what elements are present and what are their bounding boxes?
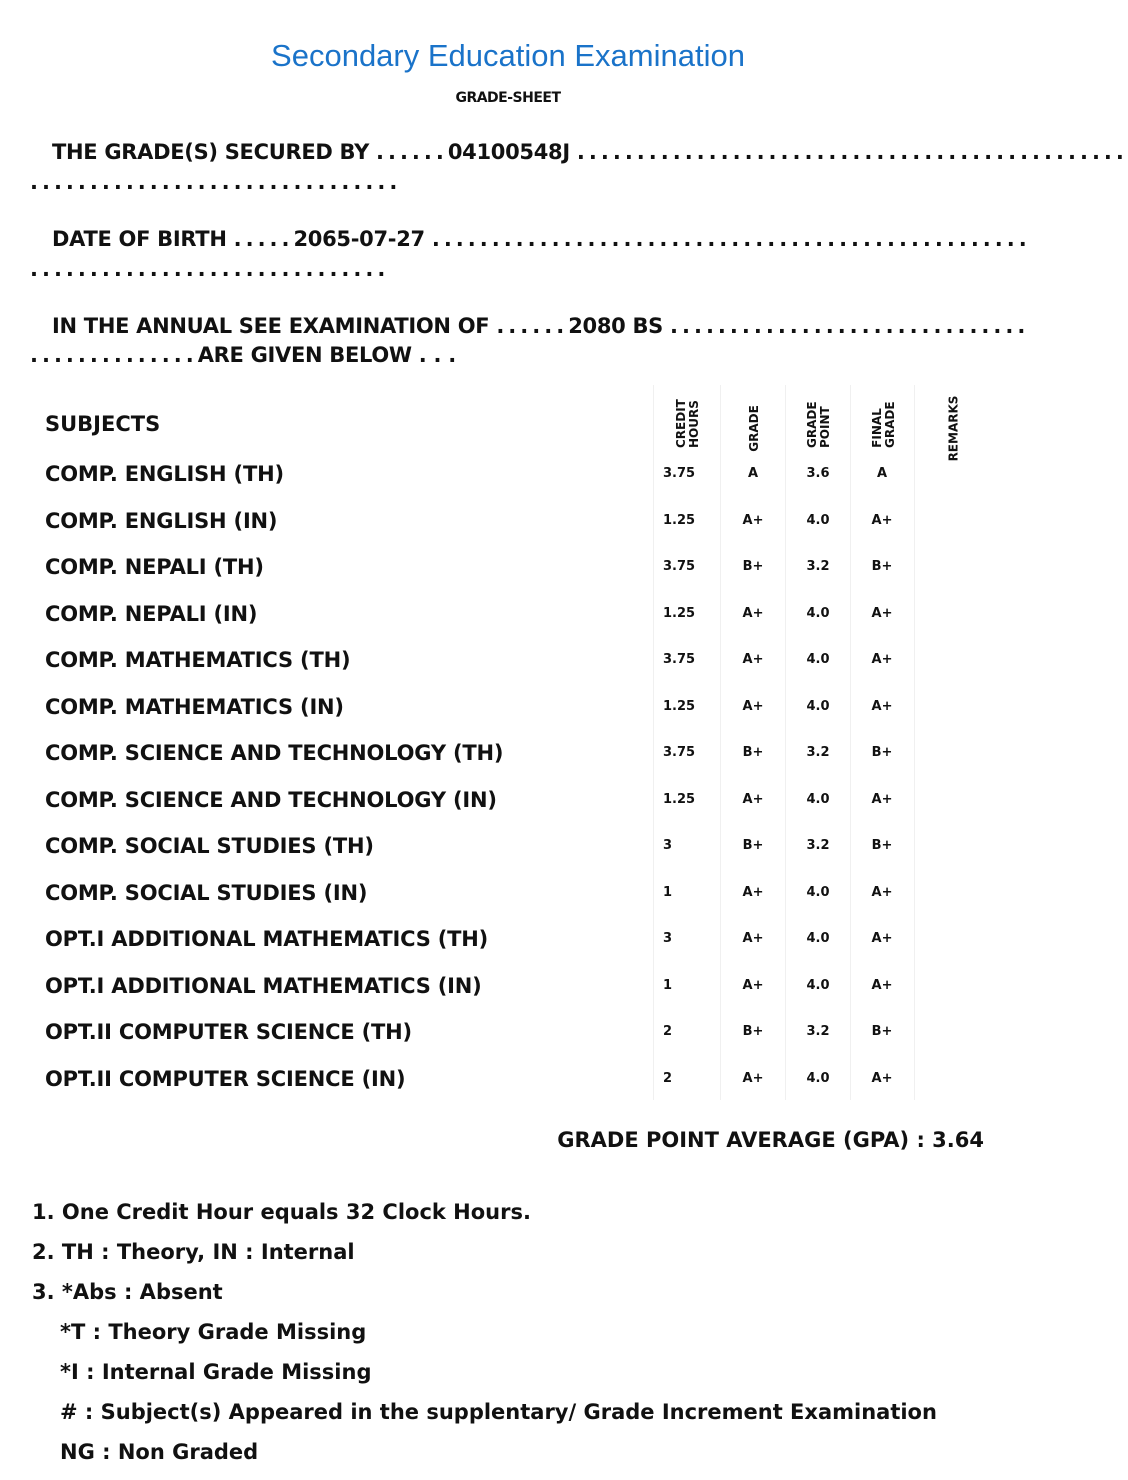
subject-name: COMP. SCIENCE AND TECHNOLOGY (IN) (45, 787, 497, 812)
subject-name: COMP. MATHEMATICS (IN) (45, 694, 344, 719)
table-row (30, 1056, 996, 1102)
grade-point: 4.0 (806, 512, 830, 528)
subject-name: COMP. MATHEMATICS (TH) (45, 648, 351, 672)
header-final-grade: FINAL GRADE (870, 401, 897, 448)
table-row (30, 777, 996, 823)
note-item: *I : Internal Grade Missing (60, 1360, 372, 1384)
grade-point: 3.2 (806, 838, 830, 853)
credit-hours: 1.25 (663, 605, 696, 621)
credit-hours: 1.25 (663, 698, 696, 714)
grade-point: 4.0 (806, 698, 830, 714)
grade-point: 4.0 (806, 605, 830, 621)
grade: A+ (742, 884, 764, 900)
table-row (30, 498, 996, 544)
note-item: NG : Non Graded (60, 1440, 259, 1464)
grade: B+ (742, 745, 764, 760)
final-grade: A+ (871, 698, 893, 714)
table-row (30, 451, 996, 497)
grade-point: 3.6 (806, 466, 830, 481)
dotted-filler: ............................... (30, 170, 402, 194)
given-below-text: ARE GIVEN BELOW . . . (197, 343, 456, 367)
credit-hours: 3.75 (663, 466, 696, 481)
dob-label: DATE OF BIRTH (52, 227, 227, 251)
grade: B+ (742, 1024, 764, 1039)
final-grade: A+ (871, 1070, 893, 1086)
grade: B+ (742, 838, 764, 853)
secured-by-line: THE GRADE(S) SECURED BY ......04100548J .............................................. (52, 140, 1128, 164)
grade-sheet-subtitle: GRADE-SHEET (455, 90, 561, 106)
subject-name: COMP. NEPALI (TH) (45, 555, 264, 579)
subject-name: OPT.II COMPUTER SCIENCE (IN) (45, 1066, 406, 1091)
table-row (30, 916, 996, 962)
final-grade: B+ (871, 1024, 893, 1039)
grade: A (747, 466, 759, 481)
credit-hours: 3.75 (663, 745, 696, 760)
grade-point: 3.2 (806, 1024, 830, 1039)
final-grade: B+ (871, 559, 893, 574)
credit-hours: 3.75 (663, 559, 696, 574)
dob-line: DATE OF BIRTH .....2065-07-27 .................................................. (52, 227, 1031, 251)
header-credit-hours: CREDIT HOURS (674, 399, 701, 448)
credit-hours: 1 (663, 977, 673, 993)
final-grade: A+ (871, 605, 893, 621)
subject-name: OPT.I ADDITIONAL MATHEMATICS (TH) (45, 927, 489, 951)
credit-hours: 3 (663, 931, 673, 946)
subject-name: COMP. SOCIAL STUDIES (IN) (45, 880, 368, 905)
table-row (30, 637, 996, 683)
grade: A+ (742, 512, 764, 528)
final-grade: B+ (871, 838, 893, 853)
final-grade: A+ (871, 512, 893, 528)
symbol-number: 04100548J (447, 140, 570, 164)
grade: A+ (742, 698, 764, 714)
gpa-label: GRADE POINT AVERAGE (GPA) : (557, 1128, 925, 1152)
credit-hours: 1 (663, 884, 673, 900)
subject-name: COMP. ENGLISH (TH) (45, 462, 284, 486)
grade-point: 4.0 (806, 884, 830, 900)
table-row (30, 544, 996, 590)
grade-point: 3.2 (806, 745, 830, 760)
table-row (30, 1009, 996, 1055)
table-row (30, 963, 996, 1009)
grade: A+ (742, 652, 764, 667)
final-grade: A+ (871, 931, 893, 946)
header-remarks: REMARKS (946, 395, 961, 461)
grade-point: 4.0 (806, 931, 830, 946)
exam-line: IN THE ANNUAL SEE EXAMINATION OF ......2080 BS .............................. (52, 314, 1030, 338)
grade: B+ (742, 559, 764, 574)
note-item: *T : Theory Grade Missing (60, 1320, 367, 1344)
header-subjects: SUBJECTS (45, 412, 161, 436)
credit-hours: 3.75 (663, 652, 696, 667)
final-grade: A+ (871, 652, 893, 667)
date-of-birth: 2065-07-27 (293, 227, 425, 251)
grade-point: 4.0 (806, 652, 830, 667)
secured-by-label: THE GRADE(S) SECURED BY (52, 140, 369, 164)
exam-label: IN THE ANNUAL SEE EXAMINATION OF (52, 314, 490, 338)
note-item: # : Subject(s) Appeared in the supplentary/ Grade Increment Examination (60, 1400, 937, 1424)
subject-name: COMP. SOCIAL STUDIES (TH) (45, 834, 374, 858)
subject-name: COMP. NEPALI (IN) (45, 601, 258, 626)
grade: A+ (742, 791, 764, 807)
final-grade: A+ (871, 977, 893, 993)
table-row (30, 591, 996, 637)
final-grade: A+ (871, 791, 893, 807)
subject-name: OPT.I ADDITIONAL MATHEMATICS (IN) (45, 973, 482, 998)
grade-point: 4.0 (806, 791, 830, 807)
note-item: 2. TH : Theory, IN : Internal (32, 1240, 355, 1264)
note-item: 3. *Abs : Absent (32, 1280, 223, 1304)
final-grade: A (876, 466, 888, 481)
subject-name: OPT.II COMPUTER SCIENCE (TH) (45, 1020, 412, 1044)
gpa-line (557, 1128, 984, 1152)
given-below-line: ..............ARE GIVEN BELOW . . . (30, 343, 456, 367)
table-row (30, 823, 996, 869)
credit-hours: 1.25 (663, 791, 696, 807)
note-item: 1. One Credit Hour equals 32 Clock Hours. (32, 1200, 531, 1224)
subject-name: COMP. SCIENCE AND TECHNOLOGY (TH) (45, 741, 504, 765)
notes-list (32, 1196, 937, 1476)
final-grade: A+ (871, 884, 893, 900)
table-row (30, 730, 996, 776)
grade-point: 4.0 (806, 1070, 830, 1086)
grade: A+ (742, 931, 764, 946)
grade: A+ (742, 605, 764, 621)
grade: A+ (742, 977, 764, 993)
grade-point: 4.0 (806, 977, 830, 993)
credit-hours: 2 (663, 1070, 673, 1086)
credit-hours: 2 (663, 1024, 673, 1039)
gpa-value: 3.64 (932, 1128, 984, 1152)
exam-title: Secondary Education Examination (271, 38, 745, 73)
grade: A+ (742, 1070, 764, 1086)
header-grade: GRADE (746, 404, 761, 452)
dotted-filler: .............................. (30, 257, 390, 281)
final-grade: B+ (871, 745, 893, 760)
credit-hours: 3 (663, 838, 673, 853)
exam-year: 2080 BS (568, 314, 663, 338)
subject-name: COMP. ENGLISH (IN) (45, 508, 278, 533)
table-row (30, 870, 996, 916)
header-grade-point: GRADE POINT (805, 401, 832, 448)
table-row (30, 684, 996, 730)
credit-hours: 1.25 (663, 512, 696, 528)
grade-point: 3.2 (806, 559, 830, 574)
